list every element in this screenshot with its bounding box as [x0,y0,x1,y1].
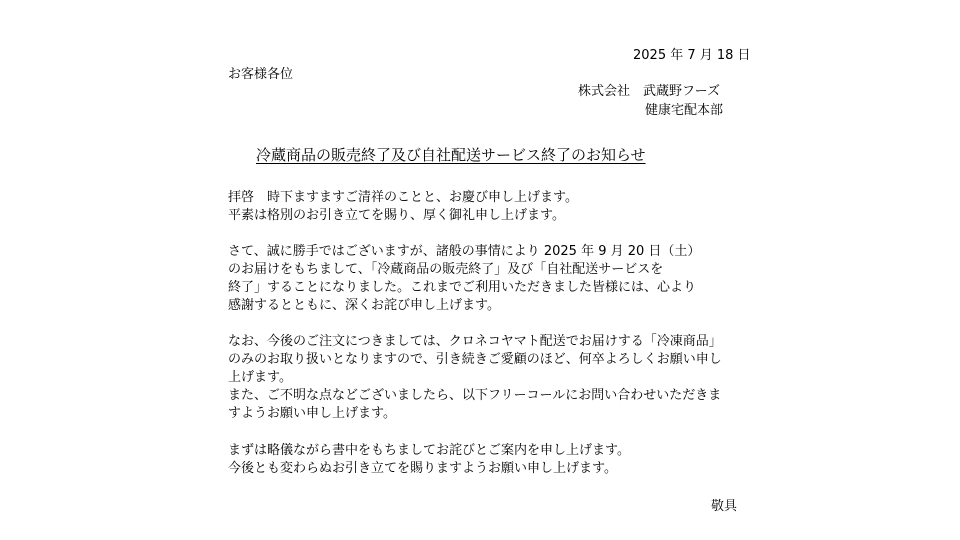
paragraph-line: まずは略儀ながら書中をもちましてお詫びとご案内を申し上げます。 [228,443,630,458]
greeting-line: 平素は格別のお引き立てを賜り、厚く御礼申し上げます。 [228,208,565,223]
paragraph-line: 今後とも変わらぬお引き立てを賜りますようお願い申し上げます。 [228,461,617,476]
paragraph-line: なお、今後のご注文につきましては、クロネコヤマト配送でお届けする「冷凍商品」 [228,334,722,349]
letter-date: 2025 年 7 月 18 日 [633,48,751,63]
paragraph-line: すようお願い申し上げます。 [228,406,396,421]
paragraph-line: のみのお取り扱いとなりますので、引き続きご愛顧のほど、何卒よろしくお願い申し [228,352,722,367]
paragraph-line: 終了」することになりました。これまでご利用いただきました皆様には、心より [228,280,697,295]
notice-paragraph [228,333,758,423]
greeting-paragraph [228,189,758,225]
greeting-line: 拝啓 時下ますますご清祥のことと、お慶び申し上げます。 [228,190,578,205]
paragraph-line: 感謝するとともに、深くお詫び申し上げます。 [228,298,500,313]
paragraph-line: また、ご不明な点などございましたら、以下フリーコールにお問い合わせいただきま [228,388,722,403]
closing-word: 敬具 [711,499,738,514]
sender-department: 健康宅配本部 [645,103,724,118]
letter-title: 冷蔵商品の販売終了及び自社配送サービス終了のお知らせ [256,146,646,164]
paragraph-line: さて、誠に勝手ではございますが、諸般の事情により 2025 年 9 月 20 日（土） [228,244,701,259]
paragraph-line: のお届けをもちまして、「冷蔵商品の販売終了」及び「自社配送サービスを [228,262,664,277]
sender-company: 株式会社 武蔵野フーズ [578,84,720,99]
closing-paragraph [228,442,758,478]
paragraph-line: 上げます。 [228,370,292,385]
letter-recipient: お客様各位 [228,67,294,82]
announcement-paragraph [228,243,758,315]
